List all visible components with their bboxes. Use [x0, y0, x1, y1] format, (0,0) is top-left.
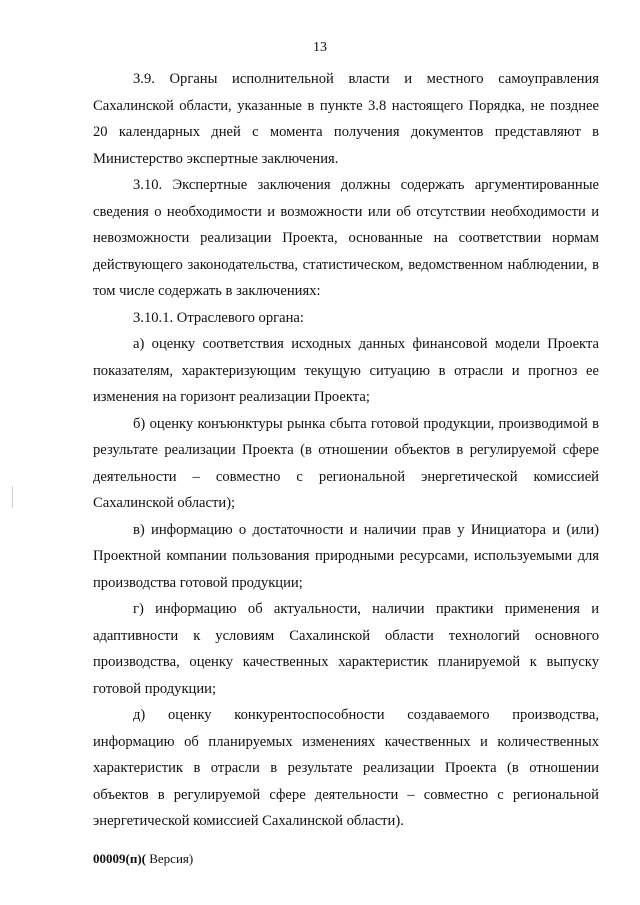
page-number: 13: [313, 40, 327, 55]
paragraph-3-10: 3.10. Экспертные заключения должны содержать аргументированные сведения о необходимости и возможности или об отсутствии необходимости и невозможности реализации Проекта, основанные на соответствии нормам действующего законодательства, статистическом, ведомственном наблюдении, в том числе содержать в заключениях:: [93, 177, 599, 299]
paragraph-3-9: 3.9. Органы исполнительной власти и местного самоуправления Сахалинской области, указанные в пункте 3.8 настоящего Порядка, не позднее 20 календарных дней с момента получения документов представляют в Министерство экспертные заключения.: [93, 71, 599, 167]
document-body: [93, 66, 599, 835]
document-footer: [93, 851, 193, 867]
footer-code: 00009(п)(: [93, 851, 146, 866]
paragraph-3-10-1: 3.10.1. Отраслевого органа:: [133, 309, 304, 326]
list-item-b: б) оценку конъюнктуры рынка сбыта готовой продукции, производимой в результате реализации Проекта (в отношении объектов в регулируемой сфере деятельности – совместно с региональной энергетической комиссией Сахалинской области);: [93, 415, 599, 511]
list-item-v: в) информацию о достаточности и наличии прав у Инициатора и (или) Проектной компании пользования природными ресурсами, используемыми для производства готовой продукции;: [93, 521, 599, 591]
list-item-g: г) информацию об актуальности, наличии практики применения и адаптивности к условиям Сахалинской области технологий основного производства, оценку качественных характеристик планируемой к выпуску готовой продукции;: [93, 601, 599, 697]
footer-version: Версия): [145, 851, 194, 866]
list-item-d: д) оценку конкурентоспособности создаваемого производства, информацию об планируемых изменениях качественных и количественных характеристик в отрасли в результате реализации Проекта (в отношении объектов в регулируемой сфере деятельности – совместно с региональной энергетической комиссией Сахалинской области).: [93, 707, 599, 829]
margin-mark: [12, 486, 13, 508]
list-item-a: а) оценку соответствия исходных данных финансовой модели Проекта показателям, характеризующим текущую ситуацию в отрасли и прогноз ее изменения на горизонт реализации Проекта;: [93, 336, 599, 405]
